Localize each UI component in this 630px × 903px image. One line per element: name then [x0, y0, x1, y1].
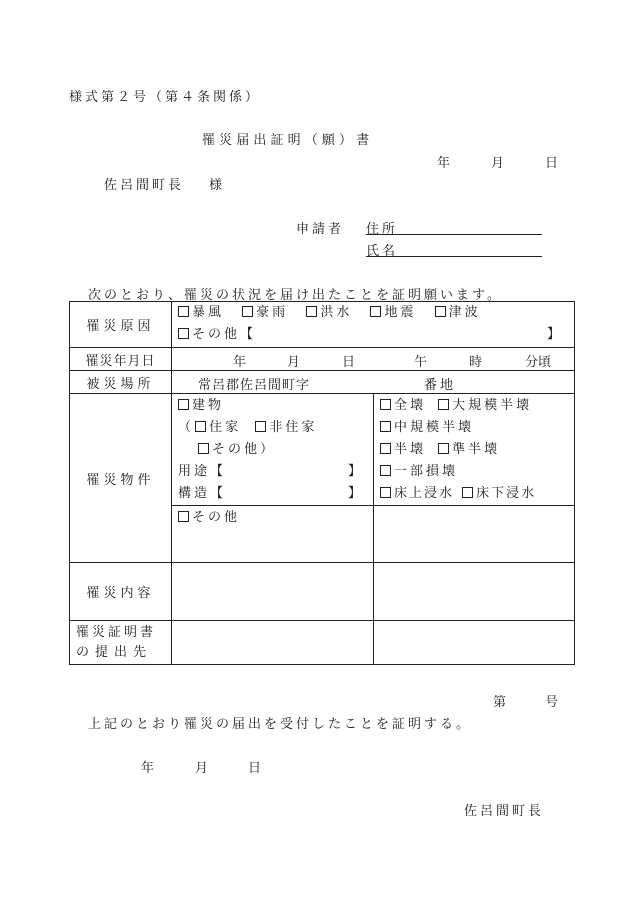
cause-option-tsunami[interactable]: 津波 — [435, 305, 481, 320]
datetime-hour: 時 — [469, 355, 483, 370]
footer-day: 日 — [248, 761, 262, 776]
checkbox-icon[interactable] — [435, 306, 446, 317]
datetime-cell[interactable] — [172, 348, 575, 371]
name-label: 氏名 — [366, 244, 399, 259]
place-banchi: 番地 — [424, 378, 457, 393]
checkbox-icon[interactable] — [242, 306, 253, 317]
cause-option-other[interactable]: その他【 — [178, 327, 256, 342]
checkbox-icon[interactable] — [195, 421, 206, 432]
cause-label: 罹災原因 — [70, 302, 172, 348]
footer-month: 月 — [195, 761, 209, 776]
destination-cell-left[interactable] — [172, 621, 374, 665]
certificate-go: 号 — [545, 695, 559, 710]
cause-cell — [172, 302, 575, 348]
destination-label-line1: 罹災証明書 — [76, 624, 157, 640]
cause-option-flood[interactable]: 洪水 — [306, 305, 352, 320]
document-title: 罹 災 届 出 証 明 （ 願 ） 書 — [202, 133, 370, 148]
checkbox-icon[interactable] — [178, 328, 189, 339]
checkbox-icon[interactable] — [306, 306, 317, 317]
checkbox-icon[interactable] — [255, 421, 266, 432]
certificate-dai: 第 — [493, 695, 507, 710]
destination-cell-right[interactable] — [374, 621, 575, 665]
property-other-cell — [172, 506, 374, 563]
property-damage-cell — [374, 394, 575, 506]
datetime-row — [70, 348, 575, 371]
structure-label: 構造【 — [178, 486, 227, 501]
residence-option[interactable]: 住家 — [195, 420, 241, 435]
place-row — [70, 371, 575, 394]
cause-option-earthquake[interactable]: 地震 — [370, 305, 416, 320]
destination-label-cell — [70, 621, 172, 665]
non-residence-option[interactable]: 非住家 — [255, 420, 317, 435]
checkbox-icon[interactable] — [380, 399, 391, 410]
form-number: 様式第２号（第４条関係） — [69, 90, 262, 105]
damage-option-total[interactable]: 全壊 — [380, 398, 426, 413]
usage-label: 用途【 — [178, 464, 227, 479]
checkbox-icon[interactable] — [380, 421, 391, 432]
cause-row — [70, 302, 575, 348]
content-cell-left[interactable] — [172, 563, 374, 621]
checkbox-icon[interactable] — [380, 487, 391, 498]
other-building-option[interactable]: その他） — [178, 439, 373, 461]
datetime-label: 罹災年月日 — [70, 348, 172, 371]
checkbox-icon[interactable] — [380, 443, 391, 454]
address-label: 住所 — [366, 222, 399, 237]
intro-text: 次のとおり、罹災の状況を届け出たことを証明願います。 — [88, 288, 503, 303]
damage-option-below-floor[interactable]: 床下浸水 — [462, 486, 536, 501]
damage-option-semi-half[interactable]: 準半壊 — [438, 442, 500, 457]
checkbox-icon[interactable] — [380, 465, 391, 476]
date-month: 月 — [491, 156, 505, 171]
content-cell-right[interactable] — [374, 563, 575, 621]
checkbox-icon[interactable] — [438, 399, 449, 410]
footer-mayor: 佐呂間町長 — [464, 804, 545, 819]
property-other-option[interactable]: その他 — [178, 507, 373, 529]
date-day: 日 — [545, 156, 559, 171]
address-input-line[interactable] — [366, 234, 542, 235]
building-option[interactable]: 建物 — [178, 395, 373, 417]
damage-option-medium-half[interactable]: 中規模半壊 — [380, 417, 574, 439]
checkbox-icon[interactable] — [462, 487, 473, 498]
checkbox-icon[interactable] — [178, 306, 189, 317]
name-input-line[interactable] — [366, 256, 542, 257]
usage-close-bracket: 】 — [347, 464, 361, 479]
property-other-blank-cell[interactable] — [374, 506, 575, 563]
place-cell[interactable] — [172, 371, 575, 394]
property-building-cell — [172, 394, 374, 506]
damage-option-partial[interactable]: 一部損壊 — [380, 461, 574, 483]
datetime-minute: 分頃 — [525, 355, 552, 370]
place-town: 常呂郡佐呂間町字 — [198, 378, 311, 393]
footer-year: 年 — [141, 761, 155, 776]
application-table — [69, 301, 575, 665]
datetime-month: 月 — [287, 355, 301, 370]
checkbox-icon[interactable] — [370, 306, 381, 317]
datetime-day: 日 — [342, 355, 356, 370]
paren-open: （ — [178, 420, 192, 435]
applicant-label: 申請者 — [296, 222, 345, 237]
addressee: 佐呂間町長 — [104, 178, 185, 193]
date-year: 年 — [437, 156, 451, 171]
property-row-main — [70, 394, 575, 506]
destination-row — [70, 621, 575, 665]
content-label: 罹災内容 — [70, 563, 172, 621]
checkbox-icon[interactable] — [198, 443, 209, 454]
datetime-ampm: 午 — [414, 355, 428, 370]
damage-option-half[interactable]: 半壊 — [380, 442, 426, 457]
addressee-honorific: 様 — [209, 178, 223, 193]
structure-close-bracket: 】 — [347, 486, 361, 501]
destination-label-line2: の提出先 — [76, 644, 153, 660]
datetime-year: 年 — [233, 355, 247, 370]
content-row — [70, 563, 575, 621]
checkbox-icon[interactable] — [178, 399, 189, 410]
checkbox-icon[interactable] — [438, 443, 449, 454]
cause-other-close-bracket: 】 — [547, 327, 561, 342]
checkbox-icon[interactable] — [178, 511, 189, 522]
cause-option-heavy-rain[interactable]: 豪雨 — [242, 305, 288, 320]
cause-option-storm[interactable]: 暴風 — [178, 305, 224, 320]
damage-option-large-half[interactable]: 大規模半壊 — [438, 398, 532, 413]
property-label: 罹災物件 — [70, 394, 172, 563]
damage-option-above-floor[interactable]: 床上浸水 — [380, 486, 454, 501]
certification-statement: 上記のとおり罹災の届出を受付したことを証明する。 — [88, 717, 473, 732]
place-label: 被災場所 — [70, 371, 172, 394]
